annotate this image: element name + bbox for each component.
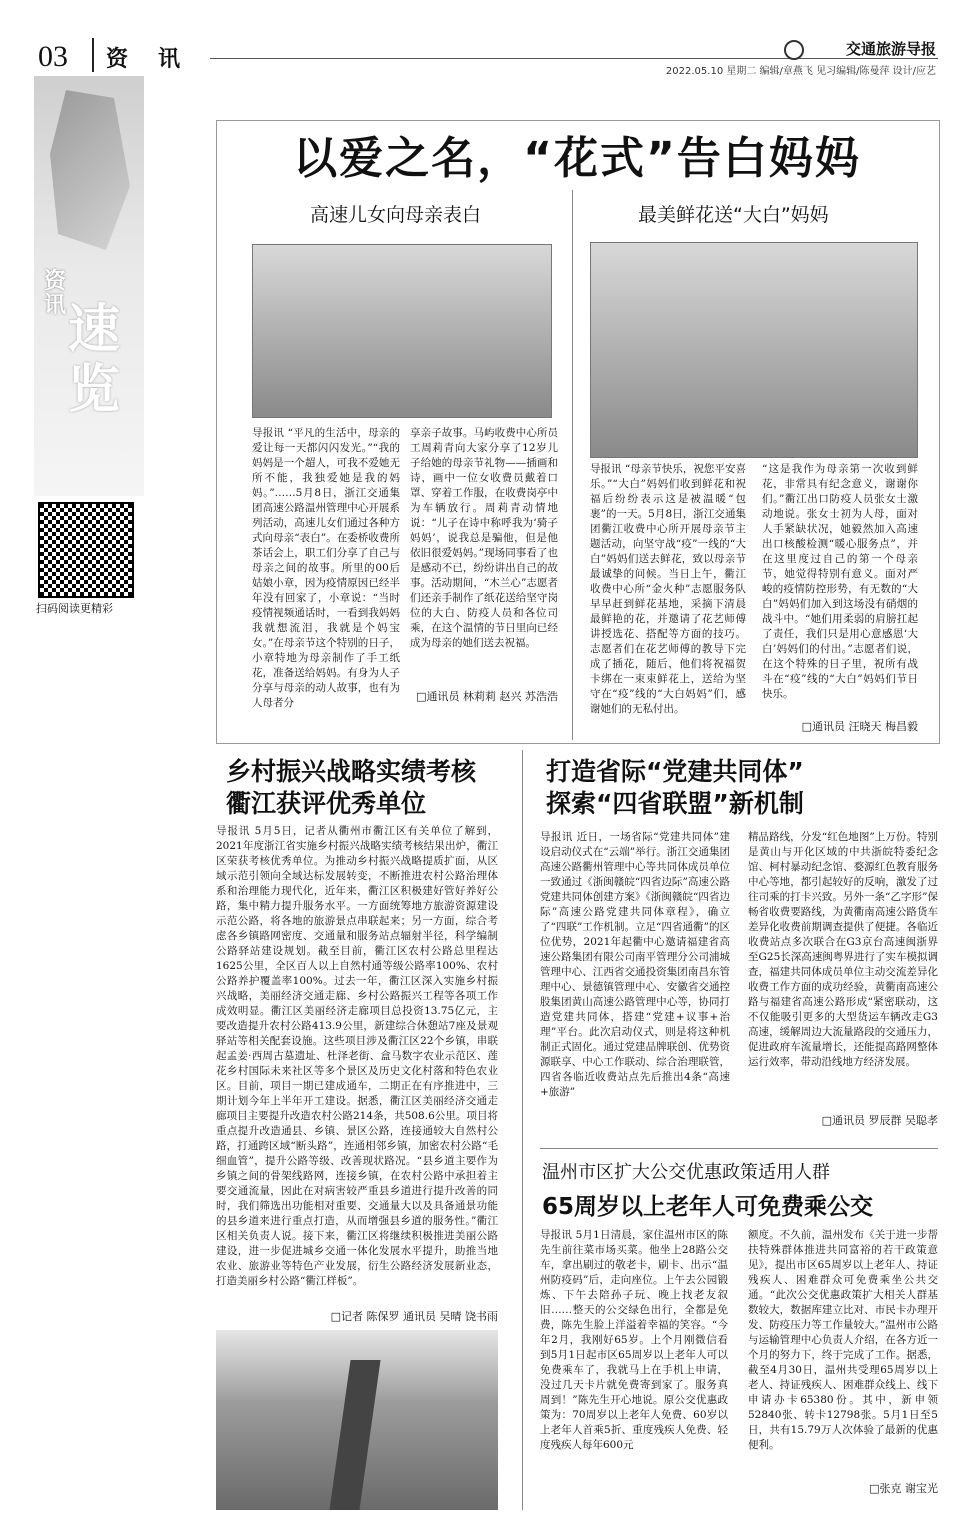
paper-name: 交通旅游导报 [845, 40, 936, 58]
article1-credit: □记者 陈保罗 通讯员 吴晴 饶书雨 [330, 1310, 498, 1323]
article1-title-line1: 乡村振兴战略实绩考核 [226, 757, 477, 786]
right-subtitle: 最美鲜花送“大白”妈妈 [638, 204, 829, 226]
right-credit: □通讯员 汪晓天 梅昌毅 [801, 720, 918, 733]
issue-meta: 2022.05.10 星期二 编辑/章燕飞 见习编辑/陈曼萍 设计/应艺 [665, 66, 936, 77]
article3-kicker: 温州市区扩大公交优惠政策适用人群 [542, 1162, 830, 1183]
article1-title-line2: 衢江获评优秀单位 [226, 789, 427, 818]
column-divider [522, 750, 523, 1510]
paper-logo-icon [784, 40, 804, 60]
feature-divider [572, 190, 573, 740]
left-subtitle: 高速儿女向母亲表白 [310, 204, 482, 226]
article3-title: 65周岁以上老年人可免费乘公交 [542, 1194, 874, 1220]
right-article-col1: 导报讯 “母亲节快乐，祝您平安喜乐。”“大白”妈妈们收到鲜花和祝福后纷纷表示这是被温暖“包裹”的一天。5月8日，浙江交通集团衢江收费中心所开展母亲节主题活动，向坚守战“疫”一线的“大白”妈妈们送去鲜花，致以母亲节最诚挚的问候。当日上午，衢江收费中心所“金火种”志愿服务队早早赶到鲜花基地，采摘下清晨最鲜艳的花，并邀请了花艺师傅讲授选花、搭配等方面的技巧。志愿者们在花艺师傅的教导下完成了插花，随后，他们将祝福贺卡绑在一束束鲜花上，送给为坚守在“疫”线的“大白妈妈”们，感谢她们的无私付出。 [590, 463, 746, 715]
article-separator [540, 1148, 938, 1149]
left-article-col1: 导报讯 “平凡的生活中，母亲的爱让每一天都闪闪发光。”“我的妈妈是一个超人，可我不爱她无所不能，我独爱她是我的妈妈。”……5月8日，浙江交通集团高速公路温州管理中心开展系列活动，高速儿女们通过各种方式向母亲“表白”。在委桥收费所茶话会上，职工们分享了自己与母亲之间的故事。所里的00后姑娘小章，因为疫情原因已经半年没有回家了，小章说：“当时疫情视频通话时，一看到我妈妈我就想流泪，我就是个妈宝女。”在母亲节这个特别的日子，小章特地为母亲制作了手工纸花，准备送给妈妈。有身为人子分享与母亲的动人故事，也有为人母者分 [252, 427, 400, 709]
article1-body: 导报讯 5月5日，记者从衢州市衢江区有关单位了解到，2021年度浙江省实施乡村振兴战略实绩考核结果出炉，衢江区荣获考核优秀单位。为推动乡村振兴战略提质扩面，从区域示范引领向全域达标发展转变，不断推进农村公路治理体系和治理能力现代化，近年来，衢江区积极建好管好养好公路，集中精力提升服务水平。一方面统筹地方旅游资源建设示范公路，将各地的旅游景点串联起来；另一方面，综合考虑各乡镇路网密度、交通量和服务站点辐射半径，科学编制公路驿站建设规划。截至目前，衢江区农村公路总里程达1625公里，全区百人以上自然村通等级公路率100%、农村公路养护覆盖率100%。过去一年，衢江区深入实施乡村振兴战略，美丽经济交通走廊、乡村公路振兴工程等各项工作成效明显。衢江区美丽经济走廊项目总投资13.75亿元，主要改造提升农村公路413.9公里，新建综合休憩站7座及景观驿站等相关配套设施。这些项目涉及衢江区22个乡镇，串联起孟姜·西周古墓遗址、杜泽老街、盒马数字农业示范区、莲花乡村国际未来社区等多个景区及历史文化村落和特色农业区。目前，项目一期已建成通车，二期正在有序推进中，三期计划今年上半年开工建设。据悉，衢江区美丽经济交通走廊项目主要提升改造农村公路214条，共508.6公里。项目将重点提升改造通县、乡镇、景区公路，连接通较大自然村公路，打通跨区域“断头路”，连通相邻乡镇，加密农村公路“毛细血管”，提升公路等级、改善现状路况。“县乡道主要作为乡镇之间的骨架线路网，连接乡镇，在农村公路中承担着主要交通流量，因此在对病害较严重县乡道进行提升改善的同时，我们筛选出功能相对重要、交通量大以及具备通景功能的县乡道来进行重点打造，从而增强县乡道的服务性。”衢江区相关负责人说。接下来，衢江区将继续积极推进美丽公路建设，进一步促进城乡交通一体化发展水平提升，助推当地农业、旅游业等特色产业发展，衍生公路经济发展新业态，打造美丽乡村公路“衢江样板”。 [216, 825, 498, 1287]
right-article-col2: “这是我作为母亲第一次收到鲜花，非常具有纪念意义，谢谢你们。”衢江出口防疫人员张女士激动地说。张女士初为人母，面对人手紧缺状况，她毅然加入高速出口核酸检测“暖心服务点”，并在这里度过自己的第一个母亲节，她觉得特别有意义。面对严峻的疫情防控形势，有无数的“大白”妈妈们加入到这场没有硝烟的战斗中。“她们用柔弱的肩膀扛起了责任，我们只是用心意感恩‘大白’妈妈们的付出。”志愿者们说，在这个特殊的日子里，祝所有战斗在“疫”线的“大白”妈妈们节日快乐。 [762, 463, 918, 700]
header-rule [210, 58, 938, 59]
article3-col1: 导报讯 5月1日清晨，家住温州市区的陈先生前往菜市场买菜。他坐上28路公交车，拿出刷过的敬老卡，刷卡、出示“温州防疫码”后，走向座位。上午去公园锻炼、下午去陪孙子玩、晚上找老友叙旧……整天的公交绿色出行，全都是免费，陈先生脸上洋溢着幸福的笑容。“今年2月，我刚好65岁。上个月刚微信看到5月1日起市区65周岁以上老年人可以免费乘车了，我就马上在手机上申请，没过几天卡片就免费寄到家了。服务真周到！”陈先生开心地说。原公交优惠政策为：70周岁以上老年人免费、60岁以上老年人首乘5折、重度残疾人免费、轻度残疾人每年600元 [540, 1229, 728, 1451]
left-article-col2: 享亲子故事。马屿收费中心所员工周莉青向大家分享了12岁儿子给她的母亲节礼物——插画和诗，画中一位女收费员戴着口罩、穿着工作服，在收费岗亭中为车辆放行。周莉青动情地说：“儿子在诗中称呼我为‘骑子妈妈’，说我总是骗他，但是他依旧很爱妈妈。”现场同事看了也是感动不已，纷纷讲出自己的故事。活动期间，“木兰心”志愿者们还亲手制作了纸花送给坚守岗位的大白、防疫人员和各位司乘，在这个温情的节日里向已经成为母亲的她们送去祝福。 [410, 427, 558, 649]
article3-col2: 额度。不久前，温州发布《关于进一步帮扶特殊群体推进共同富裕的若干政策意见》，提出市区65周岁以上老年人、持证残疾人、困难群众可免费乘坐公共交通。“此次公交优惠政策扩大相关人群基数较大，数据库建立比对、市民卡办理开发、防疫压力等工作量较大。”温州市公路与运输管理中心负责人介绍，在各方近一个月的努力下，终于完成了工作。据悉，截至4月30日，温州共受理65周岁以上老人、持证残疾人、困难群众线上、线下申请办卡65380份。其中，新申领52840张、转卡12798张。5月1日至5日，共有15.79万人次体验了最新的优惠便利。 [748, 1229, 938, 1451]
article2-col2: 精品路线，分发“红色地图”上万份。特别是黄山与开化区域的中共浙皖特委纪念馆、柯村暴动纪念馆、婺源红色教育服务中心等地，都引起较好的反响，激发了过往司乘的打卡兴致。另外一条“乙字形”保畅省收费要路线，为黄衢南高速公路货车差异化收费前期调查提供了便捷。各临近收费站点多次联合在G3京台高速闽浙界至G25长深高速闽粤界进行了实车模拟调查，福建共同体成员单位主动交流差异化收费工作方面的成功经验，黄衢南高速公路与福建省高速公路形成“紧密联动，这不仅能吸引更多的大型货运车辆改走G3高速，缓解周边大流量路段的交通压力，促进政府车流量增长，还能提高路网整体运行效率，带动沿线地方经济发展。 [748, 831, 938, 1068]
article2-title-line2: 探索“四省联盟”新机制 [546, 789, 804, 818]
header-divider [92, 38, 94, 72]
article2-col1: 导报讯 近日，一场省际“党建共同体”建设启动仪式在“云端”举行。浙江交通集团高速公路衢州管理中心等共同体成员单位一致通过《浙闽赣皖“四省边际”高速公路党建共同体创建方案》《浙闽赣皖“四省边际”高速公路党建共同体章程》，确立了“四联”工作机制。立足“四省通衢”的区位优势，2021年起衢中心邀请福建省高速公路集团有限公司南平管理分公司浦城管理中心、江西省交通投资集团南昌东管理中心、景德镇管理中心、安徽省交通控股集团黄山高速公路管理中心等，协同打造党建共同体，搭建“党建+议事+治理”平台。此次启动仪式，则是将这种机制正式固化。通过党建品牌联创、优势资源联享、中心工作联动、综合治理联管，四省各临近收费站点先后推出4条“高速+旅游” [540, 831, 730, 1098]
feature-title: 以爱之名，“花式”告白妈妈 [293, 133, 861, 184]
section-name: 资讯 [106, 47, 211, 72]
qr-code[interactable] [38, 502, 134, 598]
article3-credit: □张克 谢宝光 [869, 1482, 938, 1495]
toll-station-photo [252, 244, 552, 418]
qr-label: 扫码阅读更精彩 [36, 602, 113, 615]
sidebar-label: 资讯 [44, 269, 67, 318]
flower-photo [590, 242, 918, 458]
sidebar-title: 速览 [68, 299, 121, 420]
page-number: 03 [38, 40, 68, 73]
left-credit: □通讯员 林莉莉 赵兴 苏浩浩 [416, 690, 558, 703]
article2-title-line1: 打造省际“党建共同体” [546, 757, 804, 786]
article2-credit: □通讯员 罗辰群 吴聪孝 [821, 1114, 938, 1127]
